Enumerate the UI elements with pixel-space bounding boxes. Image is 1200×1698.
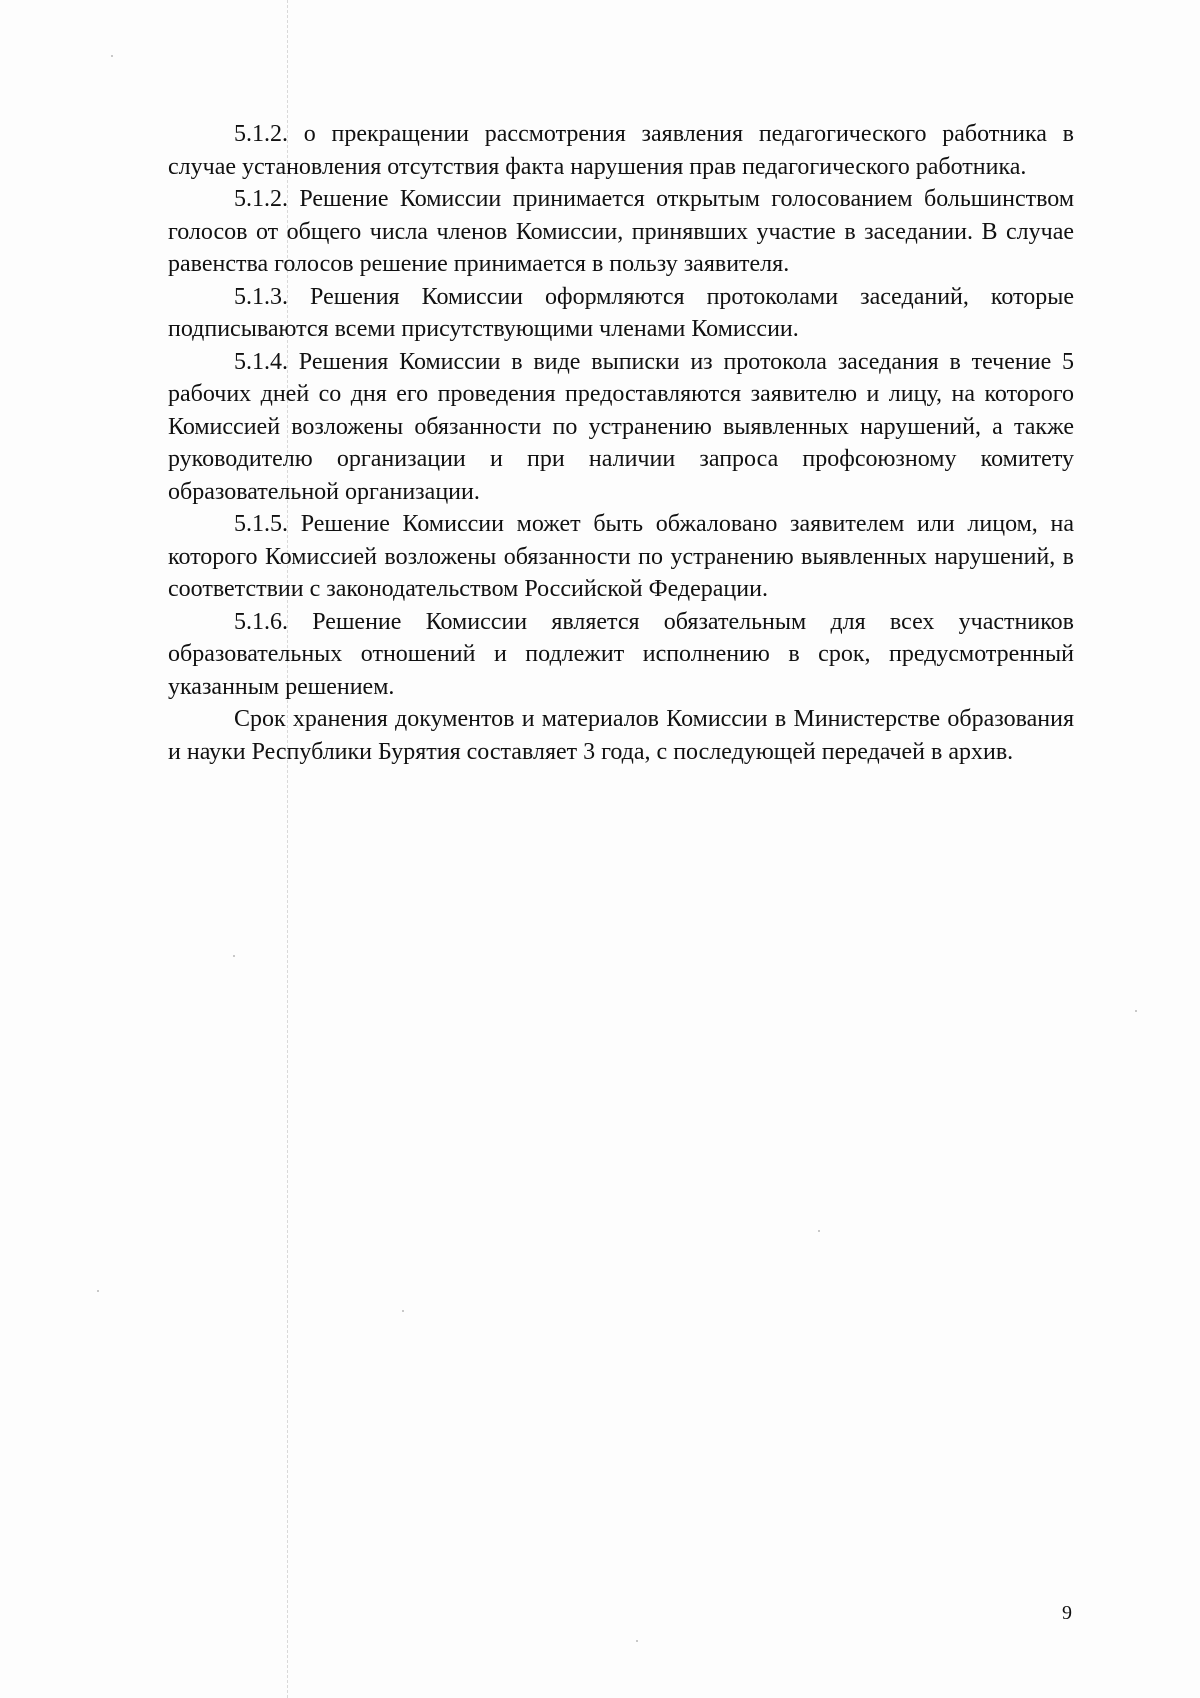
paragraph-text: Срок хранения документов и материалов Комиссии в Министерстве образования и науки Республики Бурятия составляет 3 года, с последующей передачей в архив.	[168, 706, 1074, 765]
paragraph-text: Решения Комиссии в виде выписки из протокола заседания в течение 5 рабочих дней со дня его проведения предоставляются заявителю и лицу, на которого Комиссией возложены обязанности по устранению выявленных нарушений, а также руководителю организации и при наличии запроса профсоюзному комитету образовательной организации.	[168, 348, 1075, 505]
paragraph-5-1-2-voting	[168, 183, 1074, 281]
paragraph-text: Решение Комиссии может быть обжаловано заявителем или лицом, на которого Комиссией возложены обязанности по устранению выявленных нарушений, в соответствии с законодательством Российской Федерации.	[168, 511, 1074, 602]
scan-speck	[636, 1640, 638, 1642]
paragraph-5-1-3	[168, 281, 1074, 346]
paragraph-number: 5.1.2.	[234, 121, 288, 147]
paragraph-5-1-2-termination	[168, 118, 1074, 183]
paragraph-number: 5.1.2.	[234, 186, 288, 212]
paragraph-number: 5.1.6.	[234, 608, 288, 635]
scan-speck	[111, 55, 113, 57]
scan-speck	[1135, 1010, 1137, 1012]
paragraph-5-1-5	[168, 508, 1074, 606]
paragraph-text: Решения Комиссии оформляются протоколами заседаний, которые подписываются всеми присутствующими членами Комиссии.	[168, 283, 1075, 342]
paragraph-text: Решение Комиссии является обязательным для всех участников образовательных отношений и подлежит исполнению в срок, предусмотренный указанным решением.	[168, 608, 1074, 700]
document-body	[168, 118, 1074, 768]
paragraph-text: о прекращении рассмотрения заявления педагогического работника в случае установления отсутствия факта нарушения прав педагогического работника.	[168, 121, 1074, 180]
paragraph-number: 5.1.5.	[234, 511, 288, 537]
paragraph-text: Решение Комиссии принимается открытым голосованием большинством голосов от общего числа членов Комиссии, принявших участие в заседании. В случае равенства голосов решение принимается в пользу заявителя.	[168, 186, 1074, 277]
page-number: 9	[1062, 1602, 1072, 1624]
scan-speck	[97, 1290, 99, 1292]
scan-speck	[233, 955, 235, 957]
scan-speck	[818, 1230, 820, 1232]
paragraph-5-1-4	[168, 346, 1074, 509]
paragraph-number: 5.1.4.	[234, 348, 288, 375]
paragraph-number: 5.1.3.	[234, 283, 288, 310]
scan-speck	[402, 1310, 404, 1312]
paragraph-5-1-6	[168, 606, 1074, 704]
paragraph-retention	[168, 703, 1074, 768]
